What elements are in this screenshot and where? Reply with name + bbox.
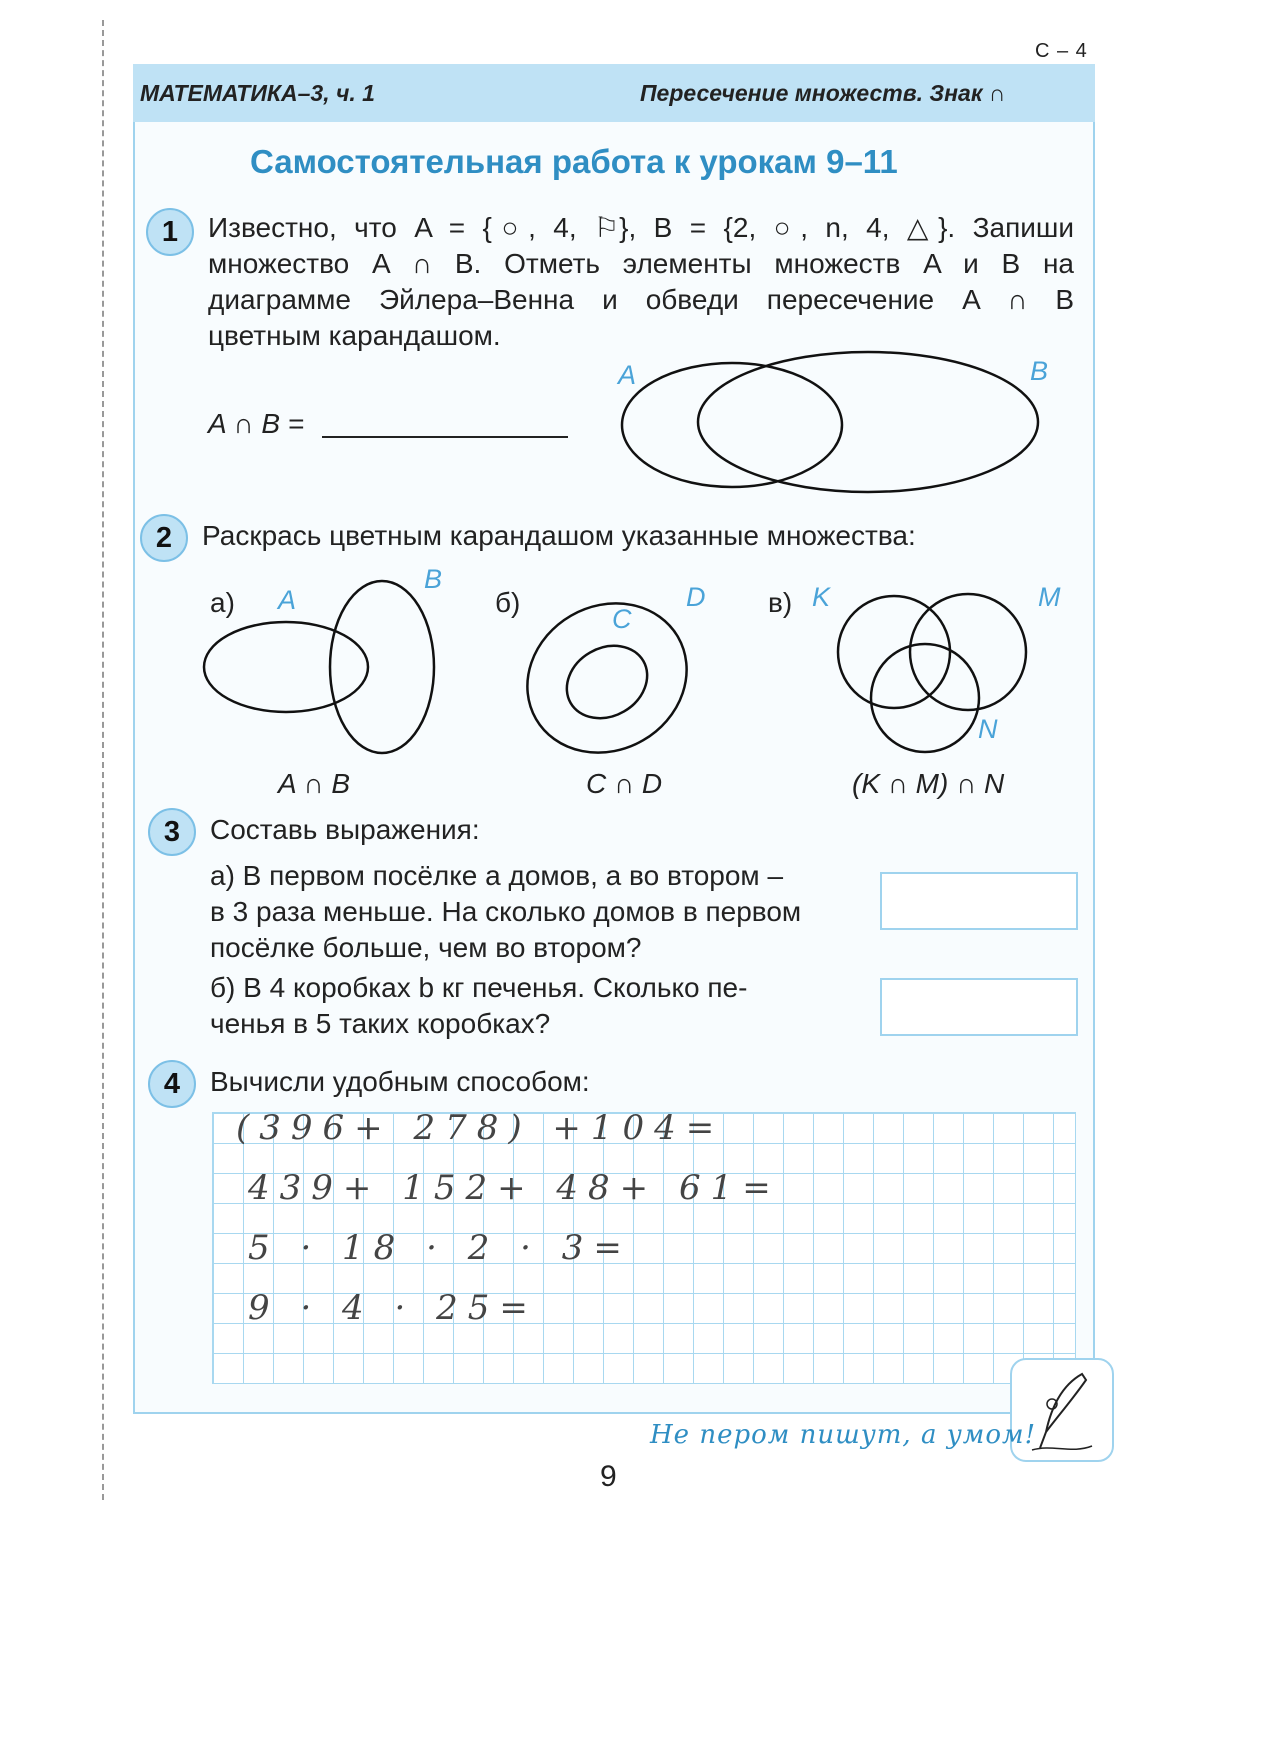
venn-set-b — [698, 352, 1038, 492]
task-2-text: Раскрась цветным карандашом указанные множества: — [202, 520, 916, 551]
task-1-answer-label: A ∩ B = — [208, 408, 305, 439]
task-3a-text: а) В первом посёлке a домов, а во втором – в 3 раза меньше. На сколько домов в первом посёлке больше, чем во втором? — [210, 860, 802, 963]
task-2b-label: б) — [495, 587, 521, 618]
task-2c-set-n-label: N — [978, 714, 998, 744]
task-2b-caption: C ∩ D — [586, 768, 663, 799]
task-3a-answer-box[interactable] — [880, 872, 1078, 930]
task-2b-diagram[interactable] — [510, 590, 710, 770]
task-2c-diagram[interactable] — [830, 580, 1050, 760]
task-2a-caption: A ∩ B — [278, 768, 350, 799]
page-title: Самостоятельная работа к урокам 9–11 — [250, 143, 898, 180]
task-3b-text: б) В 4 коробках b кг печенья. Сколько пе- ченья в 5 таких коробках? — [210, 972, 748, 1039]
task-2c-caption: (K ∩ M) ∩ N — [852, 768, 1005, 799]
task-2a-set-a-label: A — [278, 585, 297, 615]
task-4-expression-4: 9 · 4 · 25= — [248, 1288, 538, 1328]
task-2c-set-k-label: K — [812, 582, 831, 612]
task-2c-label: в) — [768, 587, 793, 618]
motto: Не пером пишут, а умом! — [650, 1420, 1037, 1450]
task-2a-set-b-label: B — [424, 564, 443, 594]
venn-set-a — [622, 363, 842, 487]
task-2b-ellipse-c — [554, 632, 661, 733]
venn-label-b: B — [1030, 356, 1049, 386]
task-1-number: 1 — [146, 208, 194, 256]
task-4-expression-2: 439+ 152+ 48+ 61= — [248, 1168, 781, 1208]
task-4-expression-3: 5 · 18 · 2 · 3= — [248, 1228, 632, 1268]
task-1-line-2: множество A ∩ B. Отметь элементы множеств A и B на — [208, 248, 1074, 279]
task-3b-answer-box[interactable] — [880, 978, 1078, 1036]
task-2a-label: а) — [210, 587, 235, 618]
task-2b-set-c-label: C — [612, 604, 632, 634]
task-3-number: 3 — [148, 808, 196, 856]
task-2b-ellipse-d — [510, 590, 710, 770]
task-3-text: Составь выражения: — [210, 814, 480, 845]
page-code: С – 4 — [1035, 40, 1088, 62]
task-2c-circle-k — [838, 596, 950, 708]
task-2-number: 2 — [140, 514, 188, 562]
task-2c-circle-m — [910, 594, 1026, 710]
task-2b-set-d-label: D — [686, 582, 706, 612]
task-1-answer-line[interactable] — [322, 436, 568, 438]
task-2a-diagram[interactable] — [200, 572, 450, 772]
task-4-text: Вычисли удобным способом: — [210, 1066, 590, 1097]
margin-cut-line — [102, 20, 104, 1500]
task-2c-set-m-label: M — [1038, 582, 1061, 612]
header-subject: МАТЕМАТИКА–3, ч. 1 — [140, 80, 375, 106]
task-1-venn-diagram[interactable] — [600, 350, 1060, 500]
header-topic: Пересечение множеств. Знак ∩ — [640, 80, 1006, 106]
task-2a-ellipse-b — [330, 581, 434, 753]
task-4-number: 4 — [148, 1060, 196, 1108]
task-2a-ellipse-a — [204, 622, 368, 712]
venn-label-a: A — [618, 360, 637, 390]
task-1-text — [208, 210, 1074, 354]
page-number: 9 — [600, 1460, 617, 1493]
task-1-line-4: цветным карандашом. — [208, 320, 501, 351]
task-1-line-1: Известно, что A = {○, 4, ⚐}, B = {2, ○, n, 4, △}. Запиши — [208, 212, 1075, 243]
task-1-line-3: диаграмме Эйлера–Венна и обведи пересечение A ∩ B — [208, 284, 1074, 315]
task-4-expression-1: (396+ 278) +104= — [236, 1108, 725, 1148]
